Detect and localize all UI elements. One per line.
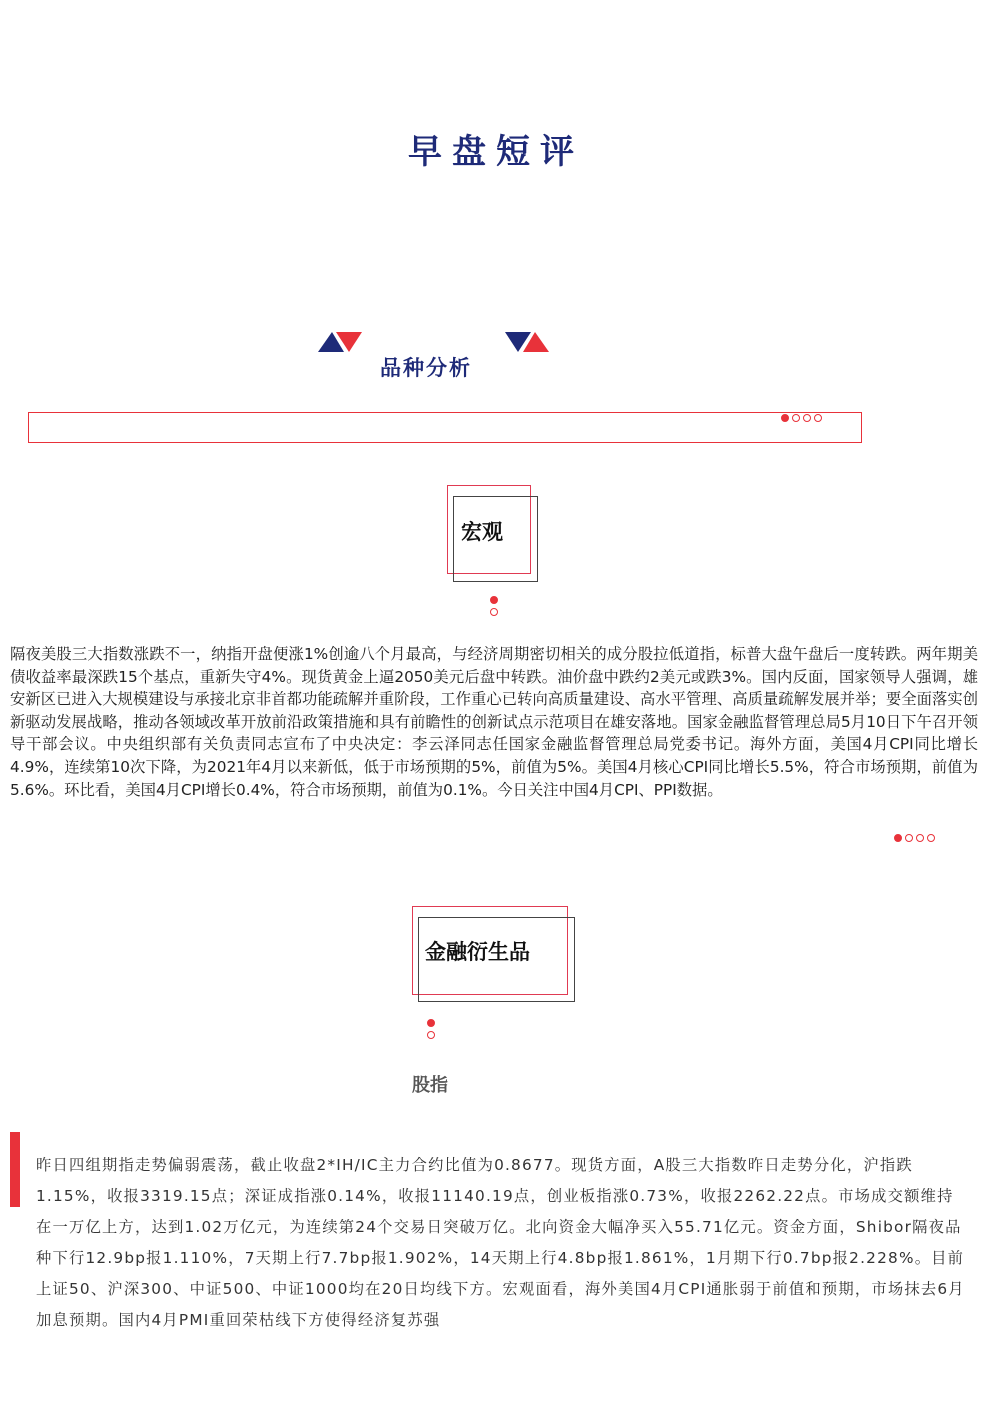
dot-icon	[814, 414, 822, 422]
triangles-right-icon	[505, 330, 549, 358]
macro-heading: 宏观	[461, 520, 503, 544]
macro-end-dots	[894, 834, 935, 842]
derivatives-dots	[427, 1019, 435, 1039]
dot-icon	[894, 834, 902, 842]
dot-icon	[927, 834, 935, 842]
dot-icon	[490, 608, 498, 616]
dot-icon	[427, 1019, 435, 1027]
banner-dots	[781, 414, 822, 422]
dot-icon	[490, 596, 498, 604]
section-banner	[28, 412, 862, 443]
section-heading-variety-analysis: 品种分析	[380, 356, 472, 380]
stock-index-body: 昨日四组期指走势偏弱震荡，截止收盘2*IH/IC主力合约比值为0.8677。现货方面，A股三大指数昨日走势分化，沪指跌1.15%，收报3319.15点；深证成指涨0.14%，收报11140.19点，创业板指涨0.73%，收报2262.22点。市场成交额维持在一万亿上方，达到1.02万亿元，为连续第24个交易日突破万亿。北向资金大幅净买入55.71亿元。资金方面，Shibor隔夜品种下行12.9bp报1.110%，7天期上行7.7bp报1.902%，14天期上行4.8bp报1.861%，1月期下行0.7bp报2.228%。目前上证50、沪深300、中证500、中证1000均在20日均线下方。宏观面看，海外美国4月CPI通胀弱于前值和预期，市场抹去6月加息预期。国内4月PMI重回荣枯线下方使得经济复苏强	[36, 1156, 965, 1329]
macro-body: 隔夜美股三大指数涨跌不一，纳指开盘便涨1%创逾八个月最高，与经济周期密切相关的成分股拉低道指，标普大盘午盘后一度转跌。两年期美债收益率最深跌15个基点，重新失守4%。现货黄金上逼2050美元后盘中转跌。油价盘中跌约2美元或跌3%。国内反面，国家领导人强调，雄安新区已进入大规模建设与承接北京非首都功能疏解并重阶段，工作重心已转向高质量建设、高水平管理、高质量疏解发展并举；要全面落实创新驱动发展战略，推动各领域改革开放前沿政策措施和具有前瞻性的创新试点示范项目在雄安落地。国家金融监督管理总局5月10日下午召开领导干部会议。中央组织部有关负责同志宣布了中央决定：李云泽同志任国家金融监督管理总局党委书记。海外方面，美国4月CPI同比增长4.9%，连续第10次下降，为2021年4月以来新低，低于市场预期的5%，前值为5%。美国4月核心CPI同比增长5.5%，符合市场预期，前值为5.6%。环比看，美国4月CPI增长0.4%，符合市场预期，前值为0.1%。今日关注中国4月CPI、PPI数据。	[10, 645, 978, 799]
dot-icon	[916, 834, 924, 842]
dot-icon	[792, 414, 800, 422]
dot-icon	[427, 1031, 435, 1039]
accent-bar	[10, 1132, 20, 1207]
triangles-left-icon	[318, 330, 362, 358]
macro-dots	[490, 596, 498, 616]
dot-icon	[905, 834, 913, 842]
stock-index-heading: 股指	[412, 1075, 448, 1096]
page-title: 早盘短评	[408, 132, 584, 172]
dot-icon	[803, 414, 811, 422]
derivatives-heading: 金融衍生品	[425, 940, 530, 964]
dot-icon	[781, 414, 789, 422]
